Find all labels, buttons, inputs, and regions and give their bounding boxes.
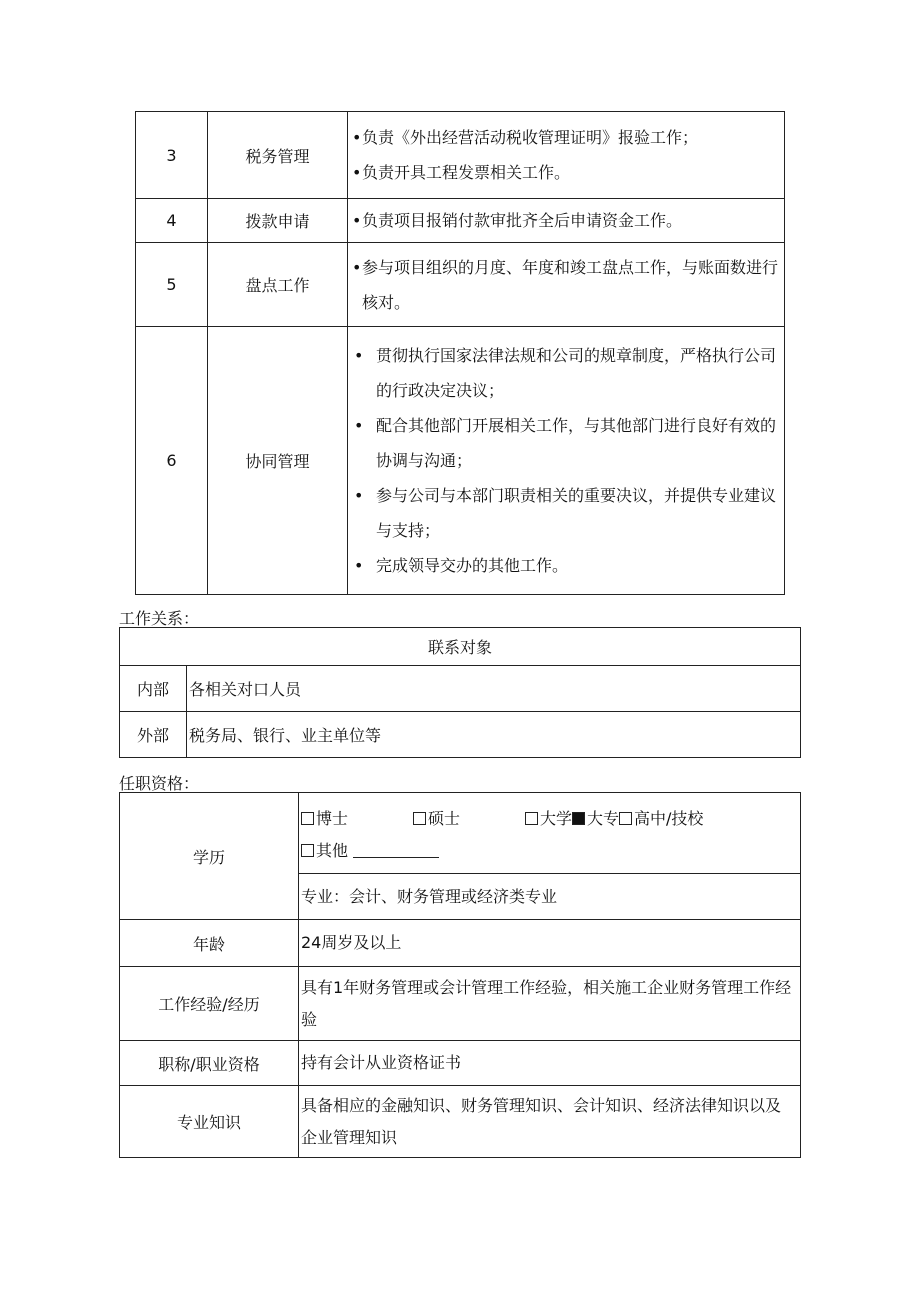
education-option: 大专 — [572, 803, 619, 835]
qualifications-table — [119, 792, 801, 1158]
relations-row — [120, 666, 801, 712]
qualification-value: 24周岁及以上 — [299, 920, 801, 967]
duty-item: • 参与公司与本部门职责相关的重要决议，并提供专业建议与支持； — [352, 478, 778, 548]
relations-label: 外部 — [120, 712, 187, 758]
relations-header: 联系对象 — [120, 628, 801, 666]
education-row — [120, 793, 801, 874]
checkbox-icon — [619, 812, 632, 825]
duty-category: 盘点工作 — [208, 243, 348, 327]
duty-item: • 配合其他部门开展相关工作，与其他部门进行良好有效的协调与沟通； — [352, 408, 778, 478]
duty-category: 拨款申请 — [208, 199, 348, 243]
education-option: 硕士 — [413, 803, 525, 835]
checkbox-icon — [301, 844, 314, 857]
duty-row — [136, 243, 785, 327]
fill-blank-line — [353, 843, 439, 858]
duty-row — [136, 112, 785, 199]
checkbox-icon — [301, 812, 314, 825]
duty-number: 6 — [136, 327, 208, 595]
education-option: 其他 — [301, 835, 348, 867]
education-options — [299, 793, 801, 874]
relations-label: 内部 — [120, 666, 187, 712]
duty-item: • 负责开具工程发票相关工作。 — [352, 155, 778, 190]
qualification-value: 具备相应的金融知识、财务管理知识、会计知识、经济法律知识以及企业管理知识 — [299, 1086, 801, 1158]
qualification-row — [120, 1086, 801, 1158]
qualifications-title: 任职资格： — [119, 774, 200, 793]
qualification-row — [120, 967, 801, 1041]
duty-item: • 参与项目组织的月度、年度和竣工盘点工作，与账面数进行核对。 — [352, 250, 778, 320]
checkbox-checked-icon — [572, 812, 585, 825]
duty-item: • 贯彻执行国家法律法规和公司的规章制度，严格执行公司的行政决定决议； — [352, 338, 778, 408]
duty-description — [348, 112, 785, 199]
qualification-row — [120, 1041, 801, 1086]
relations-row — [120, 712, 801, 758]
education-option: 博士 — [301, 803, 413, 835]
qualification-row — [120, 920, 801, 967]
duty-item: • 负责项目报销付款审批齐全后申请资金工作。 — [352, 203, 778, 238]
education-option: 大学 — [525, 803, 572, 835]
duty-number: 4 — [136, 199, 208, 243]
checkbox-icon — [525, 812, 538, 825]
duty-category: 协同管理 — [208, 327, 348, 595]
work-relations-title: 工作关系： — [119, 609, 200, 628]
education-major: 专业：会计、财务管理或经济类专业 — [299, 874, 801, 920]
duty-description — [348, 243, 785, 327]
qualification-label: 工作经验/经历 — [120, 967, 299, 1041]
duty-number: 5 — [136, 243, 208, 327]
duties-table — [135, 111, 785, 595]
checkbox-icon — [413, 812, 426, 825]
qualification-label: 职称/职业资格 — [120, 1041, 299, 1086]
qualification-value: 持有会计从业资格证书 — [299, 1041, 801, 1086]
qualification-label: 专业知识 — [120, 1086, 299, 1158]
duty-description — [348, 199, 785, 243]
duty-description — [348, 327, 785, 595]
education-option: 高中/技校 — [619, 803, 703, 835]
duty-category: 税务管理 — [208, 112, 348, 199]
relations-value: 税务局、银行、业主单位等 — [187, 712, 801, 758]
duty-number: 3 — [136, 112, 208, 199]
duty-item: • 负责《外出经营活动税收管理证明》报验工作； — [352, 120, 778, 155]
relations-table — [119, 627, 801, 758]
duty-item: • 完成领导交办的其他工作。 — [352, 548, 778, 583]
qualification-label: 年龄 — [120, 920, 299, 967]
relations-header-row — [120, 628, 801, 666]
duty-row — [136, 327, 785, 595]
qualification-value: 具有1年财务管理或会计管理工作经验，相关施工企业财务管理工作经验 — [299, 967, 801, 1041]
education-label: 学历 — [120, 793, 299, 920]
duty-row — [136, 199, 785, 243]
relations-value: 各相关对口人员 — [187, 666, 801, 712]
